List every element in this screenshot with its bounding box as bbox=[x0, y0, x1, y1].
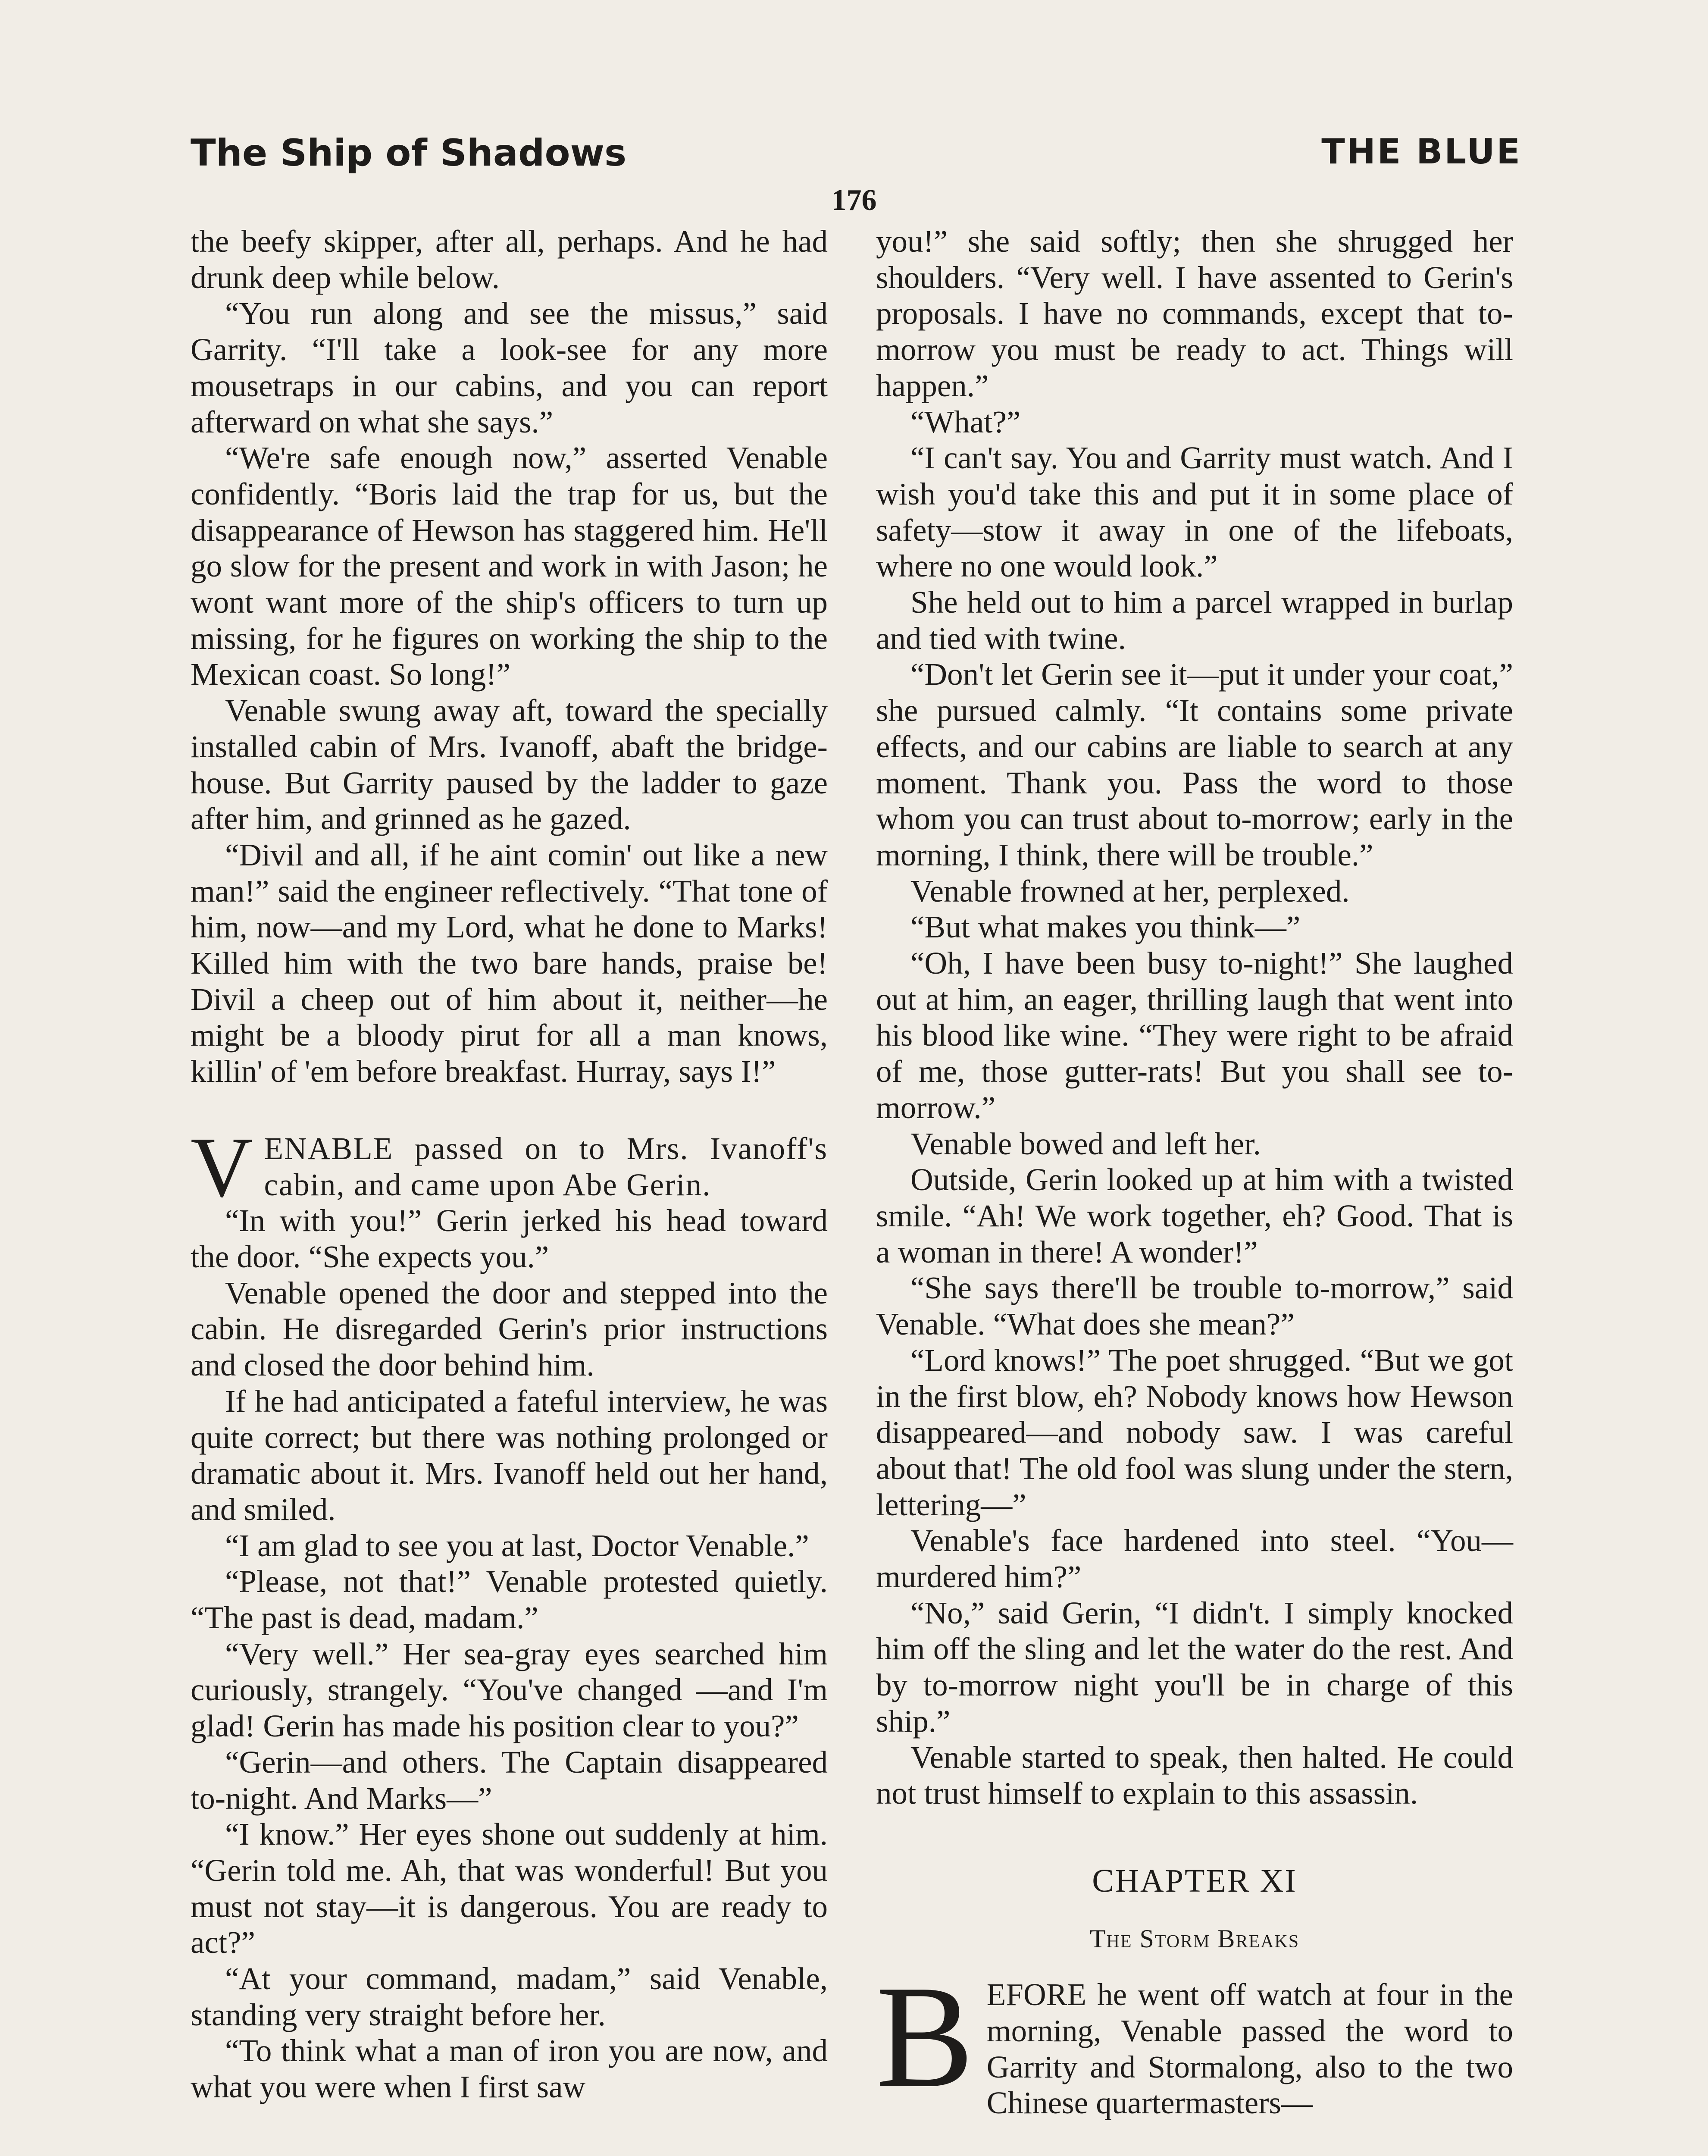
paragraph: Venable bowed and left her. bbox=[910, 1126, 1261, 1161]
paragraph: “In with you!” Gerin jerked his head toward the door. “She expects you.” bbox=[191, 1203, 828, 1274]
page-number: 176 bbox=[831, 184, 877, 217]
paragraph: “But what makes you think—” bbox=[910, 909, 1301, 945]
paragraph: Venable frowned at her, perplexed. bbox=[910, 873, 1350, 909]
drop-cap: V bbox=[191, 1119, 253, 1215]
paragraph-text: ENABLE passed on to Mrs. Ivanoff's cabin, and came upon Abe Gerin. bbox=[264, 1131, 828, 1202]
right-column bbox=[876, 223, 1513, 2121]
paragraph: “At your command, madam,” said Venable, standing very straight before her. bbox=[191, 1961, 828, 2032]
paragraph: “Lord knows!” The poet shrugged. “But we got in the first blow, eh? Nobody knows how Hewson disappeared—and nobody saw. I was careful about that! The old fool was slung under the stern, lettering—” bbox=[876, 1342, 1513, 1522]
paragraph: “You run along and see the missus,” said Garrity. “I'll take a look-see for any more mousetraps in our cabins, and you can report afterward on what she says.” bbox=[191, 296, 828, 439]
paragraph: the beefy skipper, after all, perhaps. And he had drunk deep while below. bbox=[191, 224, 828, 295]
drop-cap: B bbox=[876, 1955, 974, 2118]
paragraph: Outside, Gerin looked up at him with a twisted smile. “Ah! We work together, eh? Good. That is a woman in there! A wonder!” bbox=[876, 1162, 1513, 1269]
paragraph: “To think what a man of iron you are now, and what you were when I first saw bbox=[191, 2033, 828, 2105]
chapter-heading: CHAPTER XI bbox=[1092, 1862, 1297, 1899]
paragraph: Venable's face hardened into steel. “You—murdered him?” bbox=[876, 1523, 1513, 1595]
running-head-title: The Ship of Shadows bbox=[191, 132, 627, 175]
paragraph: “Divil and all, if he aint comin' out like a new man!” said the engineer reflectively. “That tone of him, now—and my Lord, what he done to Marks! Killed him with the two bare hands, praise be! Divil a cheep out of him about it, neither—he might be a bloody pirut for all a man knows, killin' of 'em before breakfast. Hurray, says I!” bbox=[191, 837, 828, 1089]
left-column bbox=[191, 223, 828, 2105]
paragraph: Venable swung away aft, toward the specially installed cabin of Mrs. Ivanoff, abaft the bridge-house. But Garrity paused by the ladder to gaze after him, and grinned as he gazed. bbox=[191, 693, 828, 837]
paragraph: Venable opened the door and stepped into the cabin. He disregarded Gerin's prior instructions and closed the door behind him. bbox=[191, 1275, 828, 1383]
paragraph: “Please, not that!” Venable protested quietly. “The past is dead, madam.” bbox=[191, 1564, 828, 1636]
paragraph: “Oh, I have been busy to-night!” She laughed out at him, an eager, thrilling laugh that went into his blood like wine. “They were right to be afraid of me, those gutter-rats! But you shall see to-morrow.” bbox=[876, 946, 1513, 1125]
paragraph: She held out to him a parcel wrapped in burlap and tied with twine. bbox=[876, 585, 1513, 656]
paragraph: “What?” bbox=[910, 404, 1021, 439]
paragraph-text: EFORE he went off watch at four in the morning, Venable passed the word to Garrity and Stormalong, also to the two Chinese quartermasters— bbox=[986, 1977, 1513, 2121]
paragraph: “I know.” Her eyes shone out suddenly at him. “Gerin told me. Ah, that was wonderful! But you must not stay—it is dangerous. You are ready to act?” bbox=[191, 1817, 828, 1960]
paragraph: “I can't say. You and Garrity must watch. And I wish you'd take this and put it in some place of safety—stow it away in one of the lifeboats, where no one would look.” bbox=[876, 440, 1513, 584]
chapter-subtitle: The Storm Breaks bbox=[1089, 1924, 1300, 1953]
running-head-magazine: THE BLUE bbox=[1321, 132, 1522, 172]
paragraph: “She says there'll be trouble to-morrow,” said Venable. “What does she mean?” bbox=[876, 1270, 1513, 1342]
paragraph: “No,” said Gerin, “I didn't. I simply knocked him off the sling and let the water do the rest. And by to-morrow night you'll be in charge of this ship.” bbox=[876, 1595, 1513, 1739]
paragraph: “Very well.” Her sea-gray eyes searched him curiously, strangely. “You've changed —and I'm glad! Gerin has made his position clear to you?” bbox=[191, 1636, 828, 1744]
paragraph: If he had anticipated a fateful interview, he was quite correct; but there was nothing prolonged or dramatic about it. Mrs. Ivanoff held out her hand, and smiled. bbox=[191, 1383, 828, 1527]
dropcap-paragraph bbox=[876, 1955, 1513, 2121]
paragraph: “I am glad to see you at last, Doctor Venable.” bbox=[225, 1528, 809, 1563]
paragraph: “We're safe enough now,” asserted Venable confidently. “Boris laid the trap for us, but the disappearance of Hewson has staggered him. He'll go slow for the present and work in with Jason; he wont want more of the ship's officers to turn up missing, for he figures on working the ship to the Mexican coast. So long!” bbox=[191, 440, 828, 692]
paragraph: “Gerin—and others. The Captain disappeared to-night. And Marks—” bbox=[191, 1744, 828, 1816]
paragraph: Venable started to speak, then halted. He could not trust himself to explain to this assassin. bbox=[876, 1739, 1513, 1811]
section-break bbox=[191, 1090, 828, 1131]
paragraph: “Don't let Gerin see it—put it under your coat,” she pursued calmly. “It contains some private effects, and our cabins are liable to search at any moment. Thank you. Pass the word to those whom you can trust about to-morrow; early in the morning, I think, there will be trouble.” bbox=[876, 657, 1513, 872]
dropcap-paragraph bbox=[191, 1119, 828, 1215]
paragraph: you!” she said softly; then she shrugged her shoulders. “Very well. I have assented to Gerin's proposals. I have no commands, except that to-morrow you must be ready to act. Things will happen.” bbox=[876, 224, 1513, 403]
